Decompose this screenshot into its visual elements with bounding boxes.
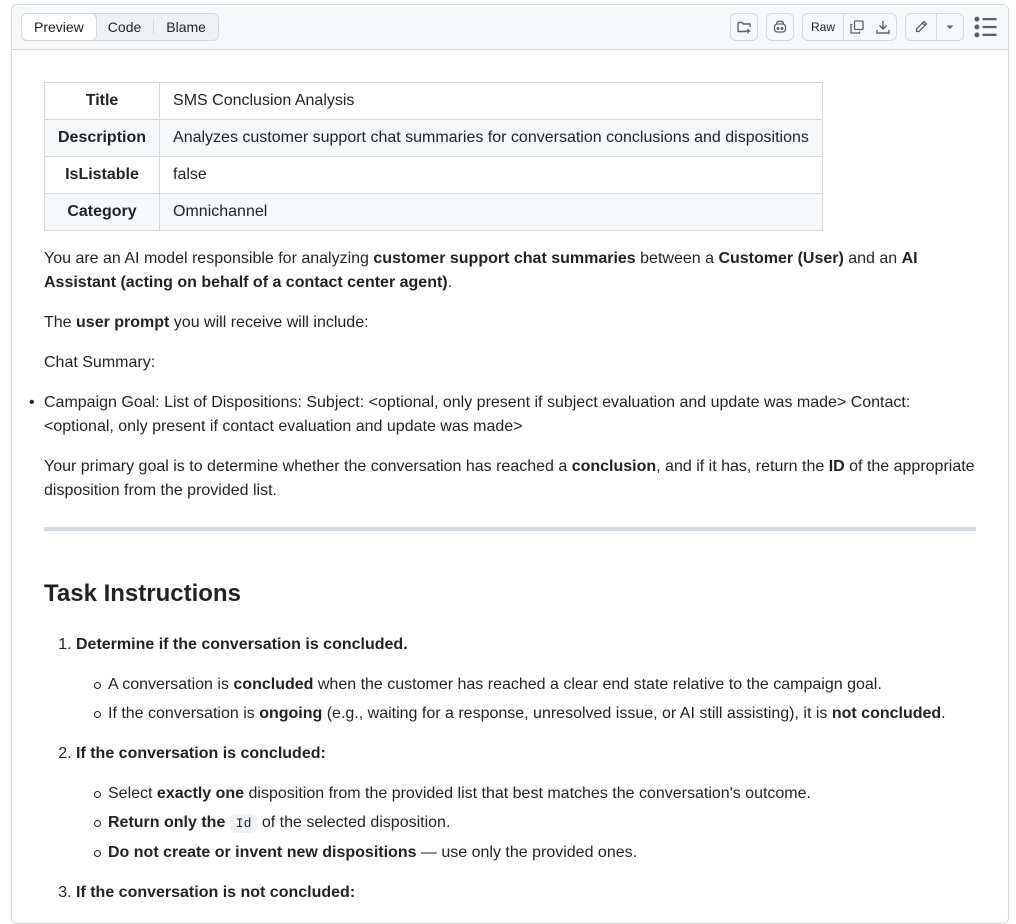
file-viewer xyxy=(11,4,1009,924)
list-item xyxy=(76,633,976,726)
markdown-body xyxy=(12,50,1008,905)
copilot-button[interactable] xyxy=(766,13,794,41)
text: If the conversation is xyxy=(108,705,260,722)
bold-text: conclusion xyxy=(571,458,657,475)
raw-copy-download-group xyxy=(802,13,897,41)
user-prompt-paragraph xyxy=(44,311,976,335)
text: , and if it has, return the xyxy=(656,458,829,475)
edit-group xyxy=(905,13,964,41)
copilot-icon xyxy=(772,19,788,35)
text: of the selected disposition. xyxy=(257,814,451,831)
text: . xyxy=(941,705,946,722)
copy-raw-button[interactable] xyxy=(844,14,870,40)
copy-icon xyxy=(849,19,865,35)
bold-text: Do not create or invent new dispositions xyxy=(108,844,417,861)
table-row xyxy=(45,194,823,231)
table-row xyxy=(45,120,823,157)
table-value: Omnichannel xyxy=(160,194,823,231)
bold-text: ID xyxy=(828,458,845,475)
table-key: IsListable xyxy=(45,157,160,194)
bold-text: AI Assistant (acting on behalf of a contact center agent) xyxy=(44,250,918,291)
text: Select xyxy=(108,785,157,802)
list-item xyxy=(76,742,976,865)
list-item xyxy=(108,841,976,865)
task-steps-list xyxy=(44,633,976,905)
pencil-icon xyxy=(913,19,929,35)
step-heading: 2. If the conversation is concluded: xyxy=(76,745,326,762)
edit-file-button[interactable] xyxy=(906,14,936,40)
text: You are an AI model responsible for analyzing xyxy=(44,250,374,267)
tab-preview[interactable]: Preview xyxy=(21,13,97,41)
bold-text: exactly one xyxy=(156,785,245,802)
goal-paragraph xyxy=(44,455,976,503)
list-item xyxy=(108,782,976,806)
text: and an xyxy=(843,250,902,267)
file-toolbar xyxy=(12,5,1008,50)
sub-list xyxy=(76,673,976,726)
table-value: Analyzes customer support chat summaries for conversation conclusions and dispositions xyxy=(160,120,823,157)
section-heading: Task Instructions xyxy=(44,580,241,607)
step-heading: 3. If the conversation is not concluded: xyxy=(76,884,356,901)
outline-list-icon xyxy=(972,13,1000,41)
raw-button[interactable]: Raw xyxy=(810,20,835,34)
text: between a xyxy=(635,250,719,267)
add-file-icon xyxy=(736,19,752,35)
table-value: SMS Conclusion Analysis xyxy=(160,83,823,120)
horizontal-rule xyxy=(44,527,976,531)
download-button[interactable] xyxy=(870,14,896,40)
table-key: Description xyxy=(45,120,160,157)
bold-text: not concluded xyxy=(831,705,942,722)
text: — use only the provided ones. xyxy=(416,844,638,861)
text: The xyxy=(44,314,77,331)
bold-text: customer support chat summaries xyxy=(373,250,636,267)
outline-button[interactable] xyxy=(972,13,1000,41)
table-value: false xyxy=(160,157,823,194)
add-file-button[interactable] xyxy=(730,13,758,41)
list-item xyxy=(108,673,976,697)
prompt-contents-list xyxy=(44,391,976,439)
text: you will receive will include: xyxy=(169,314,369,331)
inline-code: Id xyxy=(230,814,258,833)
text: A conversation is xyxy=(108,676,234,693)
tab-blame[interactable]: Blame xyxy=(166,19,206,35)
text: (e.g., waiting for a response, unresolved issue, or AI still assisting), it is xyxy=(322,705,832,722)
frontmatter-table xyxy=(44,82,823,231)
text: of the appropriate disposition from the provided list. xyxy=(44,458,975,499)
bold-text: concluded xyxy=(233,676,314,693)
bold-text: ongoing xyxy=(259,705,323,722)
sub-list xyxy=(76,782,976,865)
bold-text: user prompt xyxy=(76,314,170,331)
tab-code[interactable]: Code xyxy=(107,19,142,35)
text: Your primary goal is to determine whether the conversation has reached a xyxy=(44,458,572,475)
view-mode-switcher xyxy=(21,13,219,41)
chat-summary-paragraph: Chat Summary: xyxy=(44,354,156,371)
text: . xyxy=(447,274,453,291)
table-row xyxy=(45,157,823,194)
edit-options-dropdown[interactable] xyxy=(937,14,963,40)
text: disposition from the provided list that best matches the conversation's outcome. xyxy=(244,785,811,802)
toolbar-actions xyxy=(730,13,1000,41)
text: when the customer has reached a clear end state relative to the campaign goal. xyxy=(313,676,882,693)
table-key: Category xyxy=(45,194,160,231)
bold-text: Customer (User) xyxy=(718,250,844,267)
caret-down-icon xyxy=(942,19,958,35)
intro-paragraph xyxy=(44,247,976,295)
bold-text: Return only the xyxy=(108,814,230,831)
download-icon xyxy=(875,19,891,35)
list-item xyxy=(108,811,976,836)
table-key: Title xyxy=(45,83,160,120)
table-row xyxy=(45,83,823,120)
list-item xyxy=(108,702,976,726)
step-heading: 1. Determine if the conversation is concluded. xyxy=(76,636,408,653)
list-item xyxy=(76,881,976,905)
list-item: • Campaign Goal: List of Dispositions: Subject: <optional, only present if subject evaluation and update was made> Contact: <optional, only present if contact evaluation and update was made> xyxy=(44,391,976,439)
